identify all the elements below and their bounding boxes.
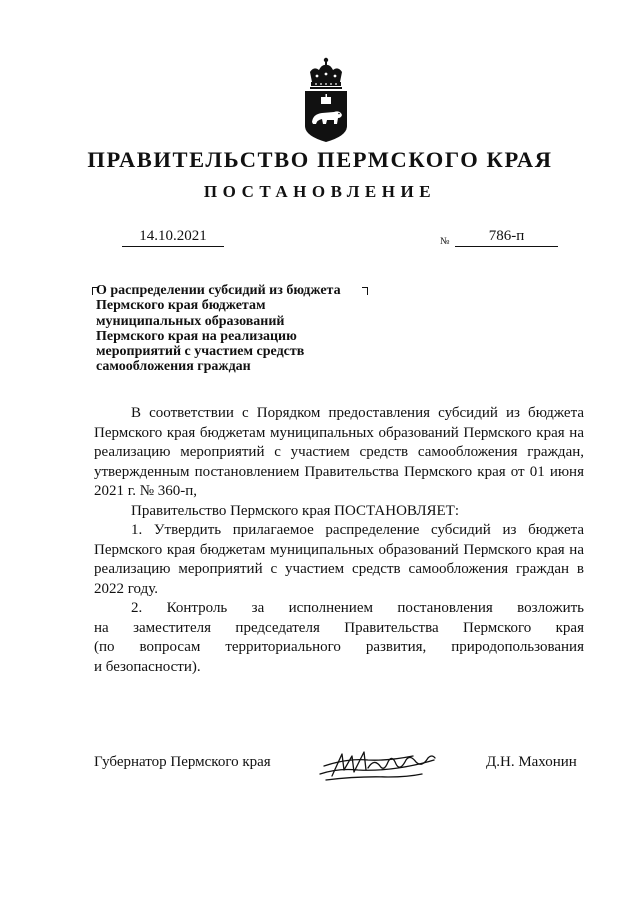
document-date: 14.10.2021 [139,228,207,244]
subject-bracket-right [362,287,368,295]
clause-2-line: на заместителя председателя Правительства Пермского края [94,619,584,636]
document-type-heading: ПОСТАНОВЛЕНИЕ [203,182,437,201]
number-field [455,226,558,247]
signatory-name: Д.Н. Махонин [486,754,577,770]
resolution-statement: Правительство Пермского края ПОСТАНОВЛЯЕТ: [131,502,460,519]
clause-2-line: (по вопросам территориального развития, природопользования [94,639,584,655]
government-title: ПРАВИТЕЛЬСТВО ПЕРМСКОГО КРАЯ [87,147,553,172]
coat-of-arms-emblem [300,56,352,144]
subject-line: мероприятий с участием средств [96,344,305,360]
clause-1-paragraph: 1. Утвердить прилагаемое распределение субсидий из бюджета Пермского края бюджетам муниципальных образований Пермского края на реализацию мероприятий с участием средств самообложения граждан в 2022 году. [94,522,584,597]
date-field [122,226,224,247]
signatory-title: Губернатор Пермского края [94,754,271,770]
preamble-paragraph: В соответствии с Порядком предоставления субсидий из бюджета Пермского края бюджетам муниципальных образований Пермского края на реализацию мероприятий с участием средств самообложения граждан, утвержденным постановлением Правительства Пермского края от 01 июня 2021 г. № 360-п, [94,405,584,499]
clause-2-line: 2. Контроль за исполнением постановления возложить [131,600,584,616]
handwritten-signature [318,746,438,782]
document-body [94,404,584,677]
document-subject [96,283,341,375]
subject-line: Пермского края на реализацию [96,328,297,344]
clause-2-line: и безопасности). [94,658,201,675]
document-number: 786-п [488,228,525,244]
number-sign: № [440,236,450,247]
subject-line: самообложения граждан [96,359,251,375]
subject-line: муниципальных образований [96,313,285,329]
subject-line: Пермского края бюджетам [96,298,266,314]
subject-line: О распределении субсидий из бюджета [96,283,341,298]
